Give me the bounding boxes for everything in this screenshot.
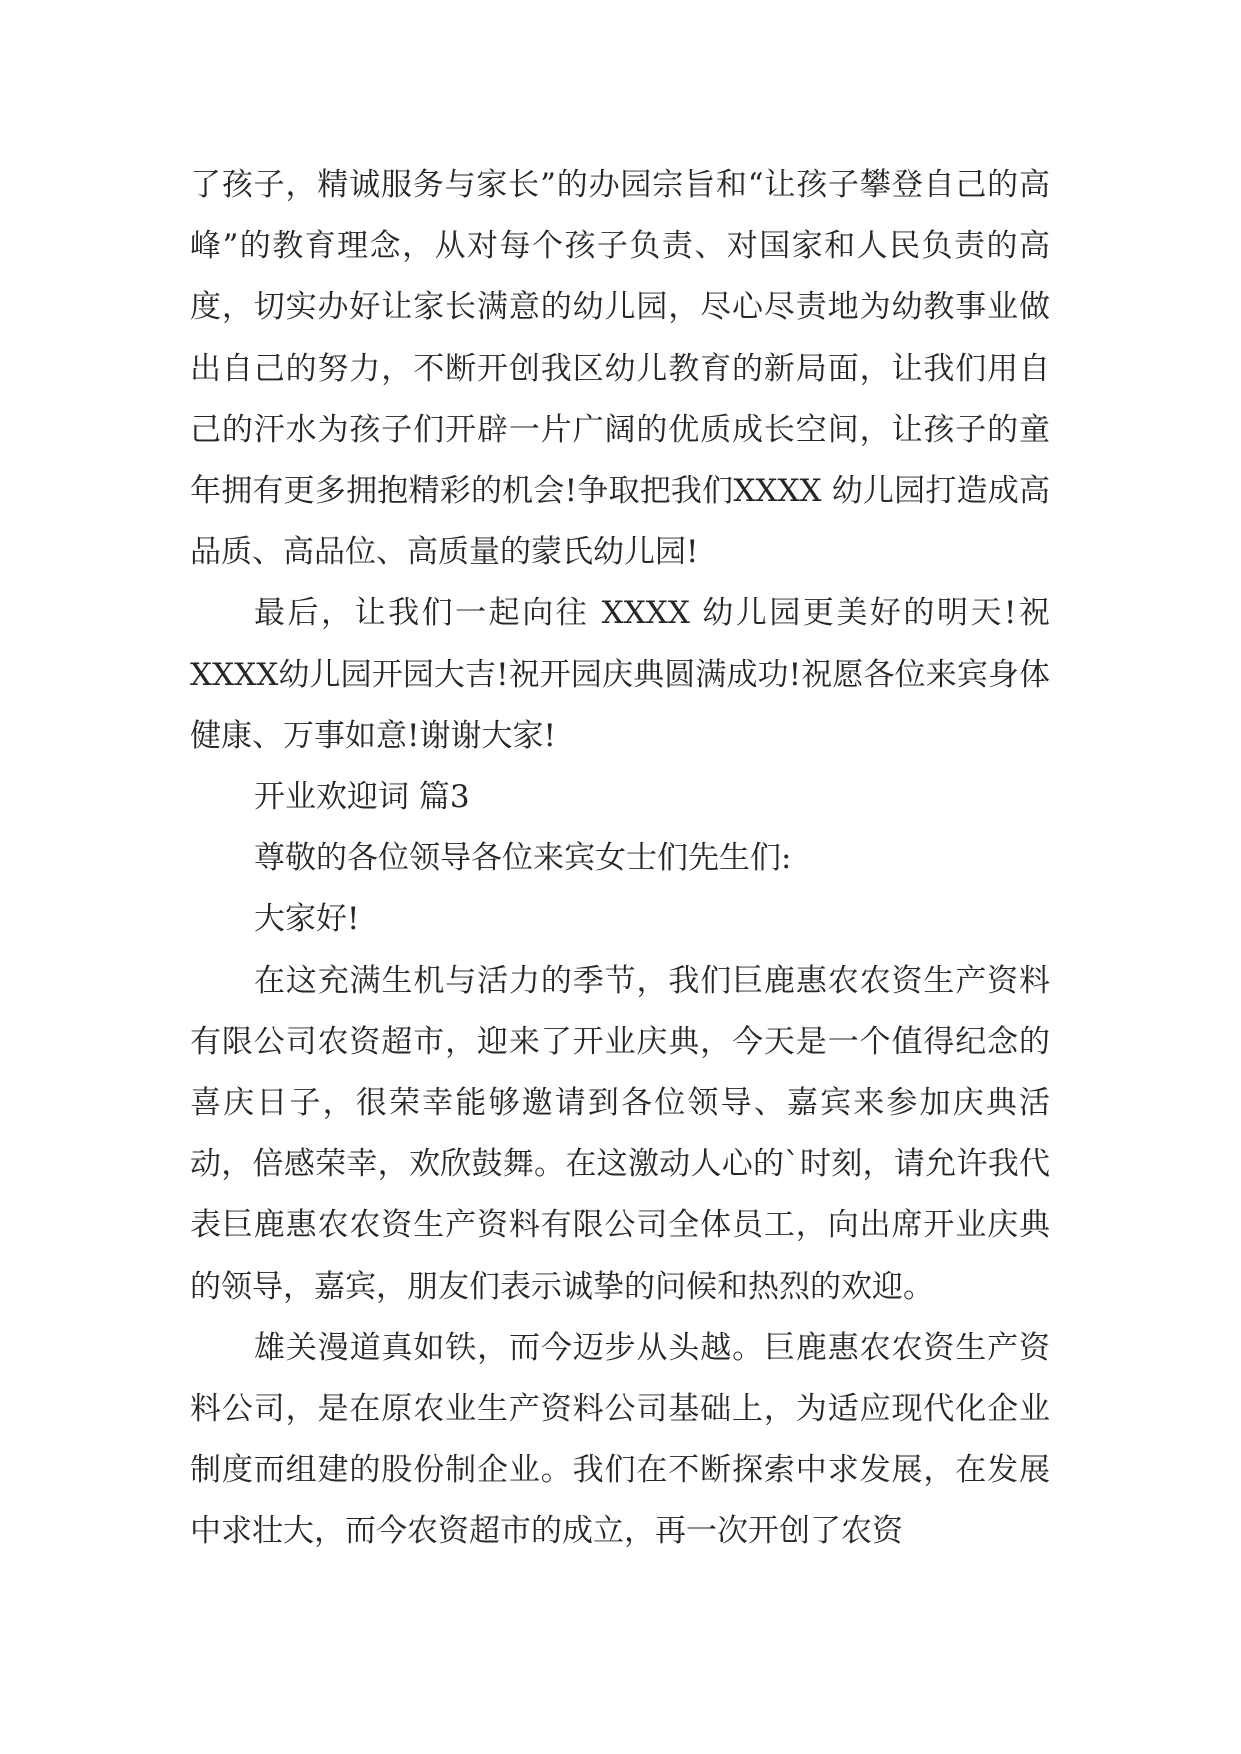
paragraph-closing-wishes: 最后，让我们一起向往 XXXX 幼儿园更美好的明天!祝XXXX幼儿园开园大吉!祝开园庆典圆满成功!祝愿各位来宾身体健康、万事如意!谢谢大家! — [190, 595, 1050, 754]
document-body — [190, 155, 1050, 1563]
salutation: 尊敬的各位领导各位来宾女士们先生们: — [254, 840, 792, 877]
paragraph-continuation: 了孩子，精诚服务与家长”的办园宗旨和“让孩子攀登自己的高峰”的教育理念，从对每个孩子负责、对国家和人民负责的高度，切实办好让家长满意的幼儿园，尽心尽责地为幼教事业做出自己的努力，不断开创我区幼儿教育的新局面，让我们用自己的汗水为孩子们开辟一片广阔的优质成长空间，让孩子的童年拥有更多拥抱精彩的机会!争取把我们XXXX 幼儿园打造成高品质、高品位、高质量的蒙氏幼儿园! — [190, 167, 1050, 571]
paragraph-company-history: 雄关漫道真如铁，而今迈步从头越。巨鹿惠农农资生产资料公司，是在原农业生产资料公司基础上，为适应现代化企业制度而组建的股份制企业。我们在不断探索中求发展，在发展中求壮大，而今农资超市的成立，再一次开创了农资 — [190, 1329, 1050, 1550]
section-heading: 开业欢迎词 篇3 — [254, 779, 470, 816]
greeting: 大家好! — [254, 901, 360, 938]
paragraph-opening: 在这充满生机与活力的季节，我们巨鹿惠农农资生产资料有限公司农资超市，迎来了开业庆典，今天是一个值得纪念的喜庆日子，很荣幸能够邀请到各位领导、嘉宾来参加庆典活动，倍感荣幸，欢欣鼓舞。在这激动人心的`时刻，请允许我代表巨鹿惠农农资生产资料有限公司全体员工，向出席开业庆典的领导，嘉宾，朋友们表示诚挚的问候和热烈的欢迎。 — [190, 962, 1050, 1305]
